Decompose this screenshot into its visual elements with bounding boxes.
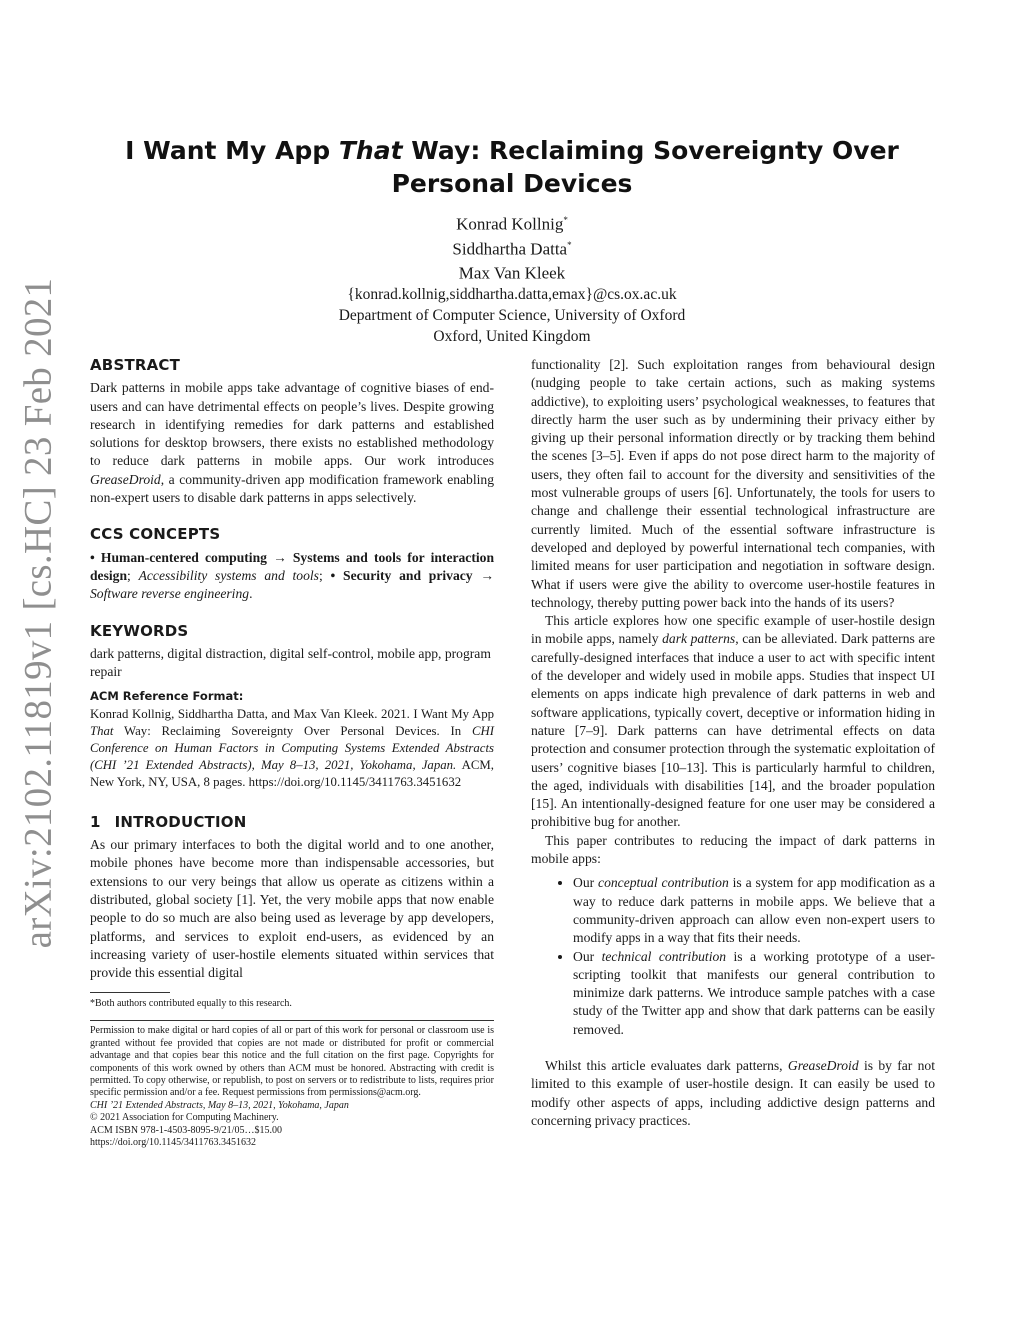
arxiv-side-stamp <box>6 262 70 964</box>
isbn-line: ACM ISBN 978-1-4503-8095-9/21/05…$15.00 <box>90 1124 282 1136</box>
paper-title: I Want My App That Way: Reclaiming Sovereignty Over Personal Devices <box>125 136 899 198</box>
permission-block <box>90 1025 494 1149</box>
author-name: Konrad Kollnig* <box>456 214 568 234</box>
copyright-line: © 2021 Association for Computing Machinery. <box>90 1112 279 1124</box>
equal-contribution-footnote: *Both authors contributed equally to this research. <box>90 998 292 1010</box>
acm-reference-text: Konrad Kollnig, Siddhartha Datta, and Max Van Kleek. 2021. I Want My App That Way: Reclaiming Sovereignty Over Personal Devices. In CHI Conference on Human Factors in Computing Systems Extended Abstracts (CHI ’21 Extended Abstracts), May 8–13, 2021, Yokohama, Japan. ACM, New York, NY, USA, 8 pages. https://doi.org/10.1145/3411763.3451632 <box>90 706 494 789</box>
intro-paragraph: As our primary interfaces to both the digital world and to one another, mobile phones have become more than indispensable accessories, but extensions to our very beings that allow us operate as citizens within a distributed, global society [1]. Yet, the very mobile apps that now enable people to do so much are also being used as leverage by app developers, platforms, and services to exploit end-users, as evidenced by an increasing variety of user-hostile elements situated within services that provide this essential digital <box>90 837 494 981</box>
paper-header <box>100 134 924 347</box>
list-item: • Our conceptual contribution is a system for app modification as a way to reduce dark patterns in mobile apps. We believe that a community-driven approach can allow even non-expert users to modify apps in a way that fits their needs. <box>573 874 935 947</box>
introduction-heading: 1 INTRODUCTION <box>90 812 247 831</box>
author-email: {konrad.kollnig,siddhartha.datta,emax}@cs.ox.ac.uk <box>347 285 677 303</box>
right-paragraph-2: This article explores how one specific example of user-hostile design in mobile apps, namely dark patterns, can be alleviated. Dark patterns are carefully-designed interfaces that induce a user to act with specific intent of the developer and widely used in mobile apps. Studies that inspect UI elements on apps indicate high prevalence of dark patterns in web and software applications, typically covert, deceptive or information hiding in nature [7–9]. Dark patterns can have detrimental effects on data protection and consumer protection through the systematic exploitation of users’ cognitive biases [10–13]. This is particularly harmful to children, the aged, individuals with disabilities [14], and the broader population [15]. An intentionally-designed feature for one user may be considered a prohibitive bug for another. <box>531 613 935 830</box>
contribution-list <box>531 874 935 1039</box>
keywords-text: dark patterns, digital distraction, digital self-control, mobile app, program repair <box>90 645 491 680</box>
permission-text: Permission to make digital or hard copies of all or part of this work for personal or classroom use is granted without fee provided that copies are not made or distributed for profit or commercial advantage and that copies bear this notice and the full citation on the first page. Copyrights for components of this work owned by others than ACM must be honored. Abstracting with credit is permitted. To copy otherwise, or republish, to post on servers or to redistribute to lists, requires prior specific permission and/or a fee. Request permissions from permissions@acm.org. <box>90 1025 494 1099</box>
acm-reference-heading: ACM Reference Format: <box>90 689 244 704</box>
right-paragraph-3: This paper contributes to reducing the impact of dark patterns in mobile apps: <box>531 832 935 867</box>
author-department: Department of Computer Science, University of Oxford <box>338 306 686 324</box>
ccs-heading: CCS CONCEPTS <box>90 525 221 544</box>
keywords-heading: KEYWORDS <box>90 621 189 640</box>
author-location: Oxford, United Kingdom <box>433 327 591 345</box>
author-name: Siddhartha Datta* <box>452 239 572 259</box>
author-list <box>100 210 924 284</box>
left-column <box>90 356 494 1149</box>
list-item: • Our technical contribution is a working prototype of a user-scripting toolkit that manifests our general contribution to minimize dark patterns. We introduce sample patches with a case study of the Twitter app and show that dark patterns can be easily removed. <box>573 948 935 1039</box>
arxiv-identifier: arXiv:2102.11819v1 [cs.HC] 23 Feb 2021 <box>16 277 60 949</box>
permission-rule <box>90 1020 494 1021</box>
footnote-rule <box>90 992 170 993</box>
right-paragraph-4: Whilst this article evaluates dark patterns, GreaseDroid is by far not limited to this example of user-hostile design. It can easily be used to modify other aspects of apps, including addictive design patterns and concerning privacy practices. <box>531 1057 935 1128</box>
doi-line[interactable]: https://doi.org/10.1145/3411763.3451632 <box>90 1137 257 1149</box>
right-paragraph-1: functionality [2]. Such exploitation ranges from behavioural design (nudging people to take certain actions, such as making systems addictive), to exploiting users’ psychological weaknesses, to features that directly harm the user such as by undermining their privacy either by giving up their personal information directly or by tracking them behind the scenes [3–5]. Even if apps do not pose direct harm to the majority of users, they often fail to account for the diversity and sensitivities of the most vulnerable groups of users [6]. Unfortunately, the tools for users to change and challenge their essential technological infrastructure are currently limited. Much of the essential software infrastructure is developed and deployed by powerful international tech companies, with limited means for user participation and negotiation in software design. What if users were give the ability to overcome user-hostile features in technology, thereby putting power back into the hands of its users? <box>531 357 935 610</box>
venue-line: CHI ’21 Extended Abstracts, May 8–13, 2021, Yokohama, Japan <box>90 1099 349 1111</box>
author-name: Max Van Kleek <box>458 263 566 283</box>
abstract-text: Dark patterns in mobile apps take advantage of cognitive biases of end-users and can have detrimental effects on people’s lives. Despite growing research in identifying remedies for dark patterns and established solutions for desktop browsers, there exists no established methodology to reduce dark patterns in mobile apps. Our work introduces GreaseDroid, a community-driven app modification framework enabling non-expert users to disable dark patterns in apps selectively. <box>90 380 494 506</box>
ccs-concepts-text: • Human-centered computing → Systems and tools for interaction design; Accessibility systems and tools; • Security and privacy → Software reverse engineering. <box>90 549 494 602</box>
right-column <box>531 356 935 1130</box>
abstract-heading: ABSTRACT <box>90 356 181 374</box>
